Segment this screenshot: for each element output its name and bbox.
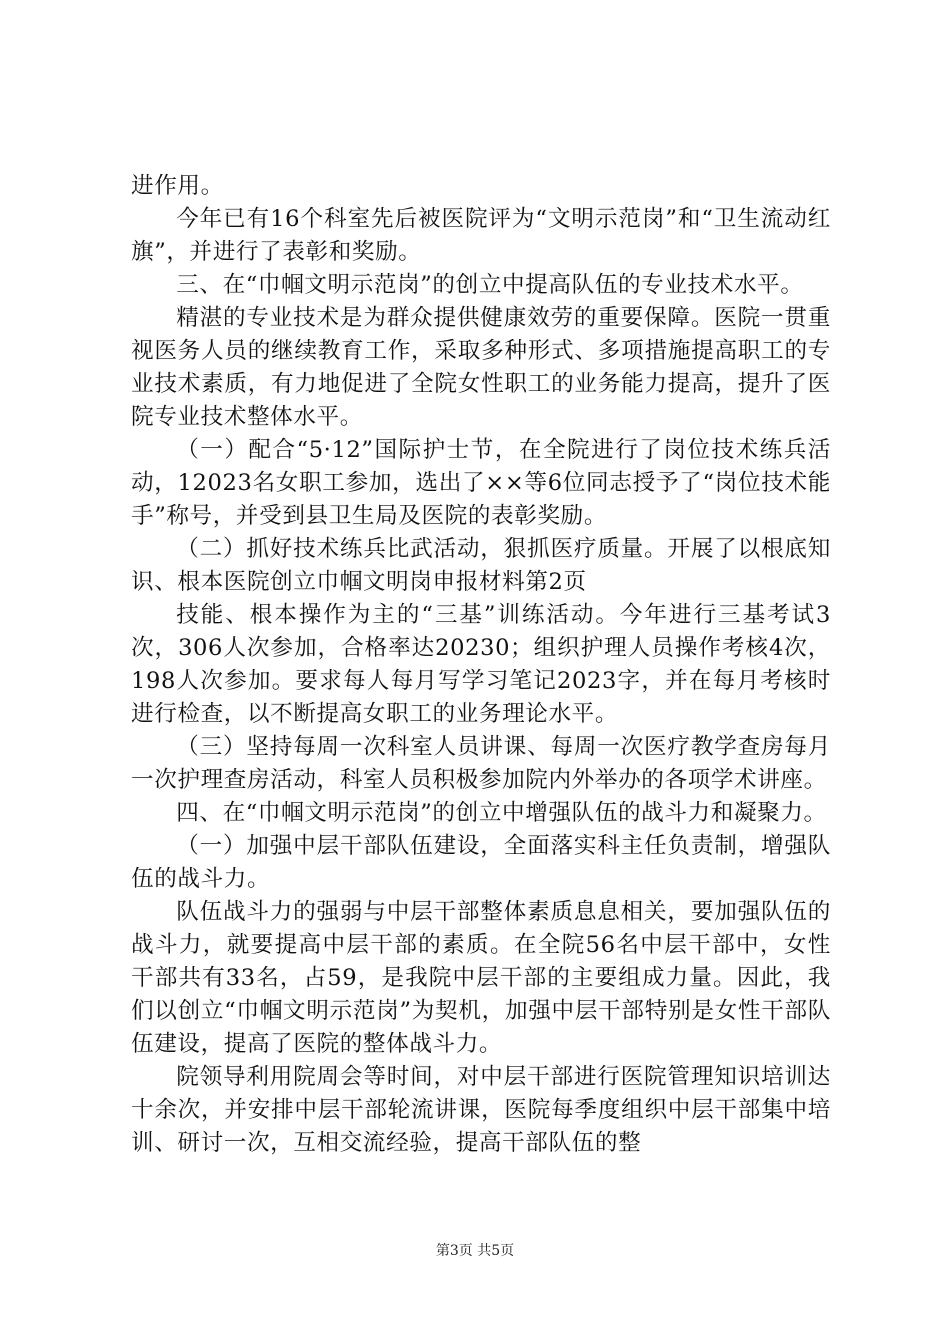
document-body xyxy=(131,170,831,1160)
paragraph-1: 进作用。 xyxy=(131,173,224,199)
page-footer: 第3页 共5页 xyxy=(435,1243,515,1259)
section-heading-3: 三、在“巾帼文明示范岗”的创立中提高队伍的专业技术水平。 xyxy=(176,272,804,298)
paragraph-12: 院领导利用院周会等时间，对中层干部进行医院管理知识培训达十余次，并安排中层干部轮流讲课，医院每季度组织中层干部集中培训、研讨一次，互相交流经验，提高干部队伍的整 xyxy=(131,1064,831,1156)
paragraph-2: 今年已有16个科室先后被医院评为“文明示范岗”和“卫生流动红旗”，并进行了表彰和奖励。 xyxy=(131,206,831,265)
section-heading-4: 四、在“巾帼文明示范岗”的创立中增强队伍的战斗力和凝聚力。 xyxy=(176,800,827,826)
paragraph-8: （三）坚持每周一次科室人员讲课、每周一次医疗教学查房每月一次护理查房活动，科室人员积极参加院内外举办的各项学术讲座。 xyxy=(131,734,831,793)
paragraph-6: （二）抓好技术练兵比武活动，狠抓医疗质量。开展了以根底知识、根本医院创立巾帼文明岗申报材料第2页 xyxy=(131,536,831,595)
paragraph-11: 队伍战斗力的强弱与中层干部整体素质息息相关，要加强队伍的战斗力，就要提高中层干部的素质。在全院56名中层干部中，女性干部共有33名，占59，是我院中层干部的主要组成力量。因此，我们以创立“巾帼文明示范岗”为契机，加强中层干部特别是女性干部队伍建设，提高了医院的整体战斗力。 xyxy=(131,899,831,1057)
paragraph-4: 精湛的专业技术是为群众提供健康效劳的重要保障。医院一贯重视医务人员的继续教育工作，采取多种形式、多项措施提高职工的专业技术素质，有力地促进了全院女性职工的业务能力提高，提升了医院专业技术整体水平。 xyxy=(131,305,831,430)
paragraph-7: 技能、根本操作为主的“三基”训练活动。今年进行三基考试3次，306人次参加，合格率达20230；组织护理人员操作考核4次，198人次参加。要求每人每月写学习笔记2023字，并在每月考核时进行检查，以不断提高女职工的业务理论水平。 xyxy=(131,602,831,727)
paragraph-5: （一）配合“5·12”国际护士节，在全院进行了岗位技术练兵活动，12023名女职工参加，选出了××等6位同志授予了“岗位技术能手”称号，并受到县卫生局及医院的表彰奖励。 xyxy=(131,437,831,529)
paragraph-10: （一）加强中层干部队伍建设，全面落实科主任负责制，增强队伍的战斗力。 xyxy=(131,833,831,892)
